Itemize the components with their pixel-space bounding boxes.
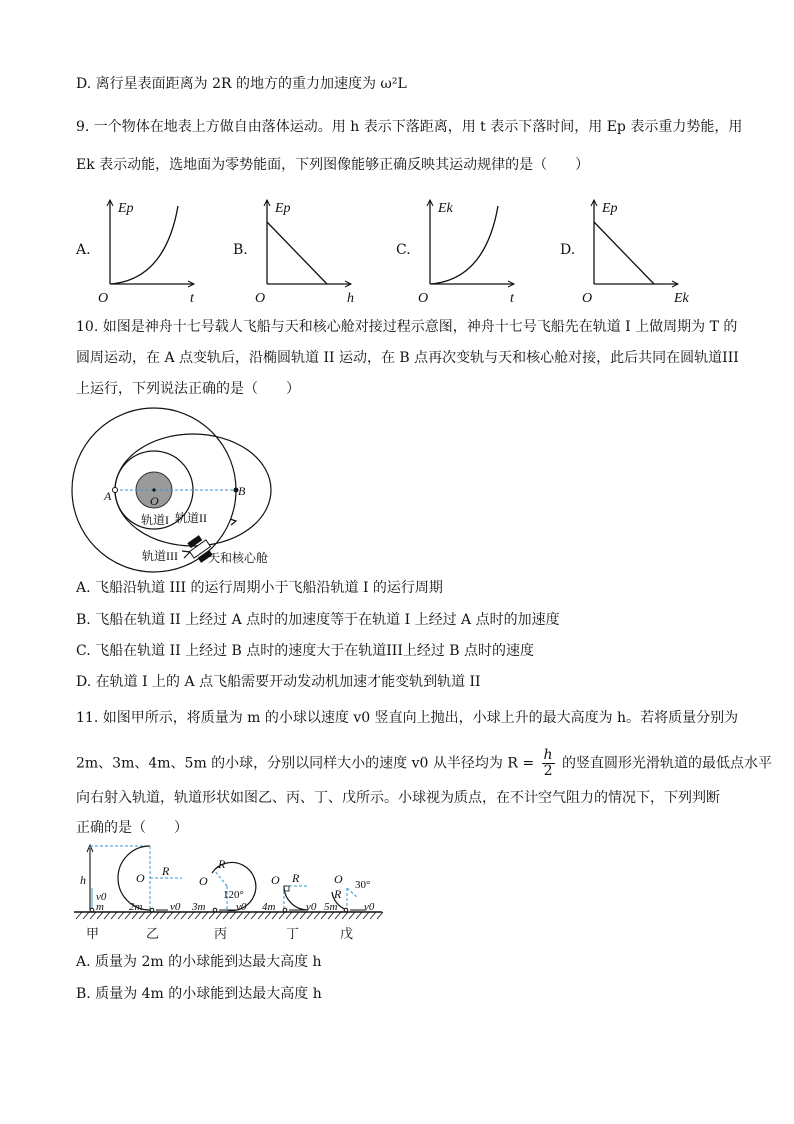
wu-ball	[344, 908, 348, 912]
q9-graph-1	[251, 192, 361, 306]
hatch-line	[356, 912, 362, 919]
bing-v0: v0	[236, 901, 247, 913]
hatch-line	[258, 912, 264, 919]
label-a: A	[104, 489, 112, 503]
hatch-line	[223, 912, 229, 919]
hatch-line	[237, 912, 243, 919]
hatch-line	[251, 912, 257, 919]
hatch-line	[370, 912, 376, 919]
label-orbit1: 轨道I	[141, 513, 169, 527]
hatch-line	[265, 912, 271, 919]
caption-bing: 丙	[214, 927, 228, 942]
wu-v0: v0	[364, 901, 375, 913]
jia-v0: v0	[96, 891, 107, 903]
orbit-arrow-3	[182, 551, 190, 558]
label-o: O	[150, 494, 159, 508]
x-axis-label: t	[510, 291, 514, 306]
label-orbit3: 轨道III	[142, 549, 178, 563]
hatch-line	[160, 912, 166, 919]
q10-stem-line1: 10. 如图是神舟十七号载人飞船与天和核心舱对接过程示意图，神舟十七号飞船先在轨道 I 上做周期为 T 的	[76, 319, 738, 335]
q11-stem-line4: 正确的是（ ）	[76, 820, 188, 836]
hatch-line	[286, 912, 292, 919]
q9-graph-label-0: A.	[76, 242, 91, 258]
wu-r: R	[334, 887, 342, 901]
q11-stem-line3: 向右射入轨道，轨道形状如图乙、丙、丁、戊所示。小球视为质点，在不计空气阻力的情况下，下列判断	[76, 790, 720, 806]
hatch-line	[335, 912, 341, 919]
hatch-line	[377, 912, 383, 919]
hatch-line	[153, 912, 159, 919]
q10-option-b: B. 飞船在轨道 II 上经过 A 点时的加速度等于在轨道 I 上经过 A 点时的加速度	[76, 612, 560, 628]
y-axis-label: Ep	[118, 201, 134, 216]
hatch-line	[195, 912, 201, 919]
bing-r: R	[218, 857, 226, 871]
hatch-line	[363, 912, 369, 919]
q9-graph-label-3: D.	[560, 242, 576, 258]
ding-r: R	[292, 871, 300, 885]
ding-ball	[283, 908, 287, 912]
hatch-line	[181, 912, 187, 919]
ding-v0: v0	[306, 901, 317, 913]
hatch-line	[174, 912, 180, 919]
q8-option-d: D. 离行星表面距离为 2R 的地方的重力加速度为 ω²L	[76, 76, 407, 92]
yi-o: O	[136, 871, 145, 885]
hatch-line	[328, 912, 334, 919]
origin-label: O	[98, 291, 109, 306]
hatch-line	[146, 912, 152, 919]
yi-ball	[150, 908, 154, 912]
wu-angle: 30°	[355, 879, 371, 891]
track-figure	[72, 840, 392, 920]
ding-mass: 4m	[262, 901, 276, 913]
q9-graph-label-1: B.	[233, 242, 248, 258]
ding-o: O	[271, 873, 280, 887]
q9-graph-2	[414, 192, 524, 306]
hatch-line	[188, 912, 194, 919]
hatch-line	[300, 912, 306, 919]
point-a-dot	[113, 488, 118, 493]
bing-mass: 3m	[192, 901, 206, 913]
hatch-line	[132, 912, 138, 919]
q11-stem-line1: 11. 如图甲所示，将质量为 m 的小球以速度 v0 竖直向上抛出，小球上升的最大高度为 h。若将质量分别为	[76, 710, 739, 726]
ground-hatch	[76, 912, 383, 919]
caption-wu: 戊	[340, 927, 354, 942]
hatch-line	[202, 912, 208, 919]
label-b: B	[238, 484, 246, 498]
hatch-line	[97, 912, 103, 919]
label-orbit2: 轨道II	[175, 511, 207, 525]
q11-stem-line2a: 2m、3m、4m、5m 的小球，分别以同样大小的速度 v0 从半径均为 R =	[76, 755, 535, 772]
bing-o: O	[199, 874, 208, 888]
hatch-line	[321, 912, 327, 919]
hatch-line	[230, 912, 236, 919]
hatch-line	[139, 912, 145, 919]
q10-stem-line3: 上运行，下列说法正确的是（ ）	[76, 381, 300, 397]
q11-stem-line2b: 的竖直圆形光滑轨道的最低点水平	[562, 755, 773, 772]
ding-track	[284, 886, 308, 910]
hatch-line	[216, 912, 222, 919]
q9-graph-3	[578, 192, 689, 306]
yi-v0: v0	[170, 901, 181, 913]
q9-stem-line2: Ek 表示动能，选地面为零势能面，下列图像能够正确反映其运动规律的是（ ）	[76, 157, 590, 173]
orbit-arrow-1	[230, 519, 236, 525]
caption-ding: 丁	[286, 927, 300, 942]
fraction-den: 2	[543, 763, 553, 779]
hatch-line	[76, 912, 82, 919]
hatch-line	[342, 912, 348, 919]
fraction-h-over-2	[542, 748, 555, 779]
q10-option-c: C. 飞船在轨道 II 上经过 B 点时的速度大于在轨道III上经过 B 点时的速度	[76, 643, 535, 659]
hatch-line	[83, 912, 89, 919]
jia-ball	[90, 908, 94, 912]
yi-r: R	[162, 864, 170, 878]
q9-graph-label-2: C.	[396, 242, 411, 258]
y-axis-label: Ep	[602, 201, 618, 216]
center-dot	[152, 488, 155, 491]
hatch-line	[293, 912, 299, 919]
fraction-num: h	[543, 747, 553, 763]
wu-mass: 5m	[324, 901, 338, 913]
q10-option-d: D. 在轨道 I 上的 A 点飞船需要开动发动机加速才能变轨到轨道 II	[76, 674, 481, 690]
hatch-line	[314, 912, 320, 919]
graph-curve	[430, 206, 498, 284]
graph-curve	[110, 206, 178, 284]
origin-label: O	[582, 291, 593, 306]
yi-mass: 2m	[129, 901, 143, 913]
caption-jia: 甲	[86, 927, 100, 942]
q9-graph-0	[94, 192, 204, 306]
x-axis-label: h	[347, 291, 354, 306]
hatch-line	[118, 912, 124, 919]
q11-option-b: B. 质量为 4m 的小球能到达最大高度 h	[76, 986, 322, 1002]
q10-stem-line2: 圆周运动，在 A 点变轨后，沿椭圆轨道 II 运动，在 B 点再次变轨与天和核心舱对接，此后共同在圆轨道III	[76, 350, 739, 366]
origin-label: O	[255, 291, 266, 306]
bing-ball	[213, 908, 217, 912]
hatch-line	[307, 912, 313, 919]
x-axis-label: t	[190, 291, 194, 306]
hatch-line	[125, 912, 131, 919]
q11-option-a: A. 质量为 2m 的小球能到达最大高度 h	[76, 954, 322, 970]
bing-radius	[214, 870, 227, 886]
hatch-line	[272, 912, 278, 919]
hatch-line	[349, 912, 355, 919]
label-station: 天和核心舱	[208, 551, 269, 565]
q11-stem-line2	[76, 748, 772, 779]
graph-line	[267, 222, 327, 284]
hatch-line	[244, 912, 250, 919]
origin-label: O	[418, 291, 429, 306]
q9-stem-line1: 9. 一个物体在地表上方做自由落体运动。用 h 表示下落距离，用 t 表示下落时间，用 Ep 表示重力势能，用	[76, 119, 743, 135]
y-axis-label: Ek	[438, 201, 453, 216]
graph-line	[594, 222, 654, 284]
y-axis-label: Ep	[275, 201, 291, 216]
hatch-line	[90, 912, 96, 919]
hatch-line	[167, 912, 173, 919]
q10-option-a: A. 飞船沿轨道 III 的运行周期小于飞船沿轨道 I 的运行周期	[76, 580, 443, 596]
x-axis-label: Ek	[674, 291, 689, 306]
wu-o: O	[334, 872, 343, 886]
hatch-line	[209, 912, 215, 919]
jia-h: h	[80, 873, 86, 887]
hatch-line	[104, 912, 110, 919]
bing-angle: 120°	[223, 889, 244, 901]
caption-yi: 乙	[146, 927, 160, 942]
orbit-diagram	[70, 405, 310, 575]
hatch-line	[279, 912, 285, 919]
hatch-line	[111, 912, 117, 919]
jia-m: m	[96, 901, 104, 913]
